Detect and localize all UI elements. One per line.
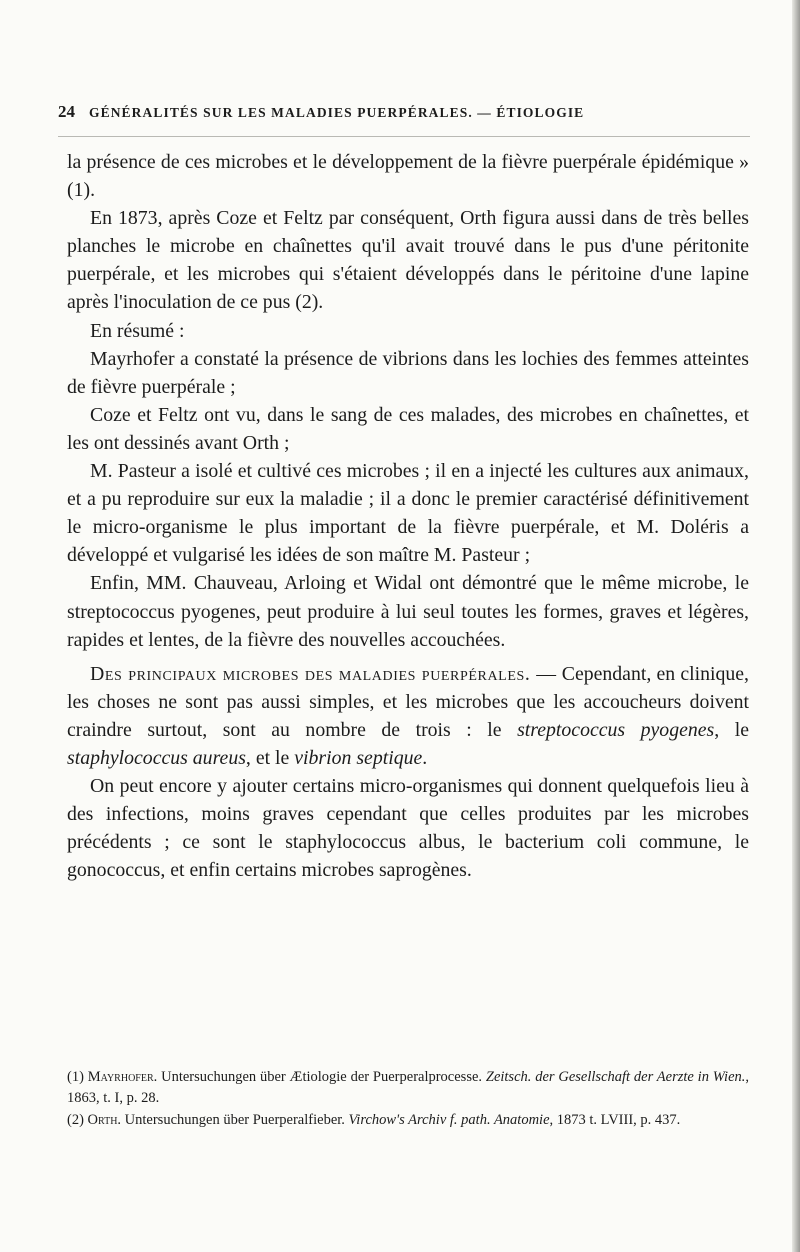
footnotes [67, 1067, 749, 1131]
footnote-journal: Virchow's Archiv f. path. Anatomie [348, 1111, 550, 1128]
footnote-marker: (2) [67, 1111, 84, 1128]
section-paragraph [67, 660, 749, 772]
paragraph: On peut encore y ajouter certains micro-organismes qui donnent quelquefois lieu à des infections, moins graves cependant que celles produites par les microbes précédents ; ce sont le staphylococcus albus, le bacterium coli commune, le gonococcus, et enfin certains microbes saprogènes. [67, 775, 749, 882]
paragraph: Coze et Feltz ont vu, dans le sang de ces malades, des microbes en chaînettes, et les ont dessinés avant Orth ; [67, 403, 749, 454]
running-title: GÉNÉRALITÉS SUR LES MALADIES PUERPÉRALES. — ÉTIOLOGIE [89, 105, 585, 120]
paragraph: Mayrhofer a constaté la présence de vibrions dans les lochies des femmes atteintes de fièvre puerpérale ; [67, 347, 749, 398]
footnote-journal: Zeitsch. der Gesellschaft der Aerzte in Wien. [485, 1069, 746, 1085]
footnote-1 [67, 1067, 749, 1110]
header-rule [58, 136, 750, 137]
page-header [58, 102, 748, 122]
footnote-text: , 1863, t. I, p. 28. [67, 1069, 750, 1107]
footnote-text: , 1873 t. LVIII, p. 437. [549, 1111, 681, 1128]
paragraph: Enfin, MM. Chauveau, Arloing et Widal ont démontré que le même microbe, le streptococcus pyogenes, peut produire à lui seul toutes les formes, graves et légères, rapides et lentes, de la fièvre des nouvelles accouchées. [67, 572, 749, 651]
species-name: staphylococcus aureus [67, 746, 246, 769]
paragraph: En 1873, après Coze et Feltz par conséquent, Orth figura aussi dans de très belles planches le microbe en chaînettes qu'il avait trouvé dans le pus d'une péritonite puerpérale, et les microbes qui s'étaient développés dans le péritoine d'une lapine après l'inoculation de ce pus (2). [67, 207, 749, 314]
footnote-2 [67, 1110, 749, 1131]
body-text [67, 148, 749, 884]
page-edge [792, 0, 800, 1252]
text-run: , le [714, 718, 749, 741]
section-title: Des principaux microbes des maladies puerpérales. — [90, 662, 557, 685]
footnote-author: Mayrhofer. [87, 1069, 158, 1085]
text-run: . [422, 746, 428, 769]
footnote-marker: (1) [67, 1069, 84, 1085]
text-run: Cependant, en clinique, les choses ne sont pas aussi simples, et les microbes que les accoucheurs doivent craindre surtout, sont au nombre de trois : le [67, 662, 749, 741]
paragraph: En résumé : [90, 319, 185, 342]
page-number: 24 [58, 102, 75, 121]
paragraph: la présence de ces microbes et le développement de la fièvre puerpérale épidémique » (1). [67, 151, 749, 202]
species-name: streptococcus pyogenes [517, 718, 715, 741]
text-run: , et le [245, 746, 295, 769]
footnote-text: Untersuchungen über Ætiologie der Puerperalprocesse. [157, 1069, 486, 1085]
paragraph: M. Pasteur a isolé et cultivé ces microbes ; il en a injecté les cultures aux animaux, et a pu reproduire sur eux la maladie ; il a donc le premier caractérisé définitivement le micro-organisme le plus important de la fièvre puerpérale, et M. Doléris a développé et vulgarisé les idées de son maître M. Pasteur ; [67, 460, 749, 567]
species-name: vibrion septique [294, 746, 423, 769]
footnote-text: Untersuchungen über Puerperalfieber. [121, 1111, 349, 1128]
footnote-author: Orth. [87, 1111, 122, 1128]
